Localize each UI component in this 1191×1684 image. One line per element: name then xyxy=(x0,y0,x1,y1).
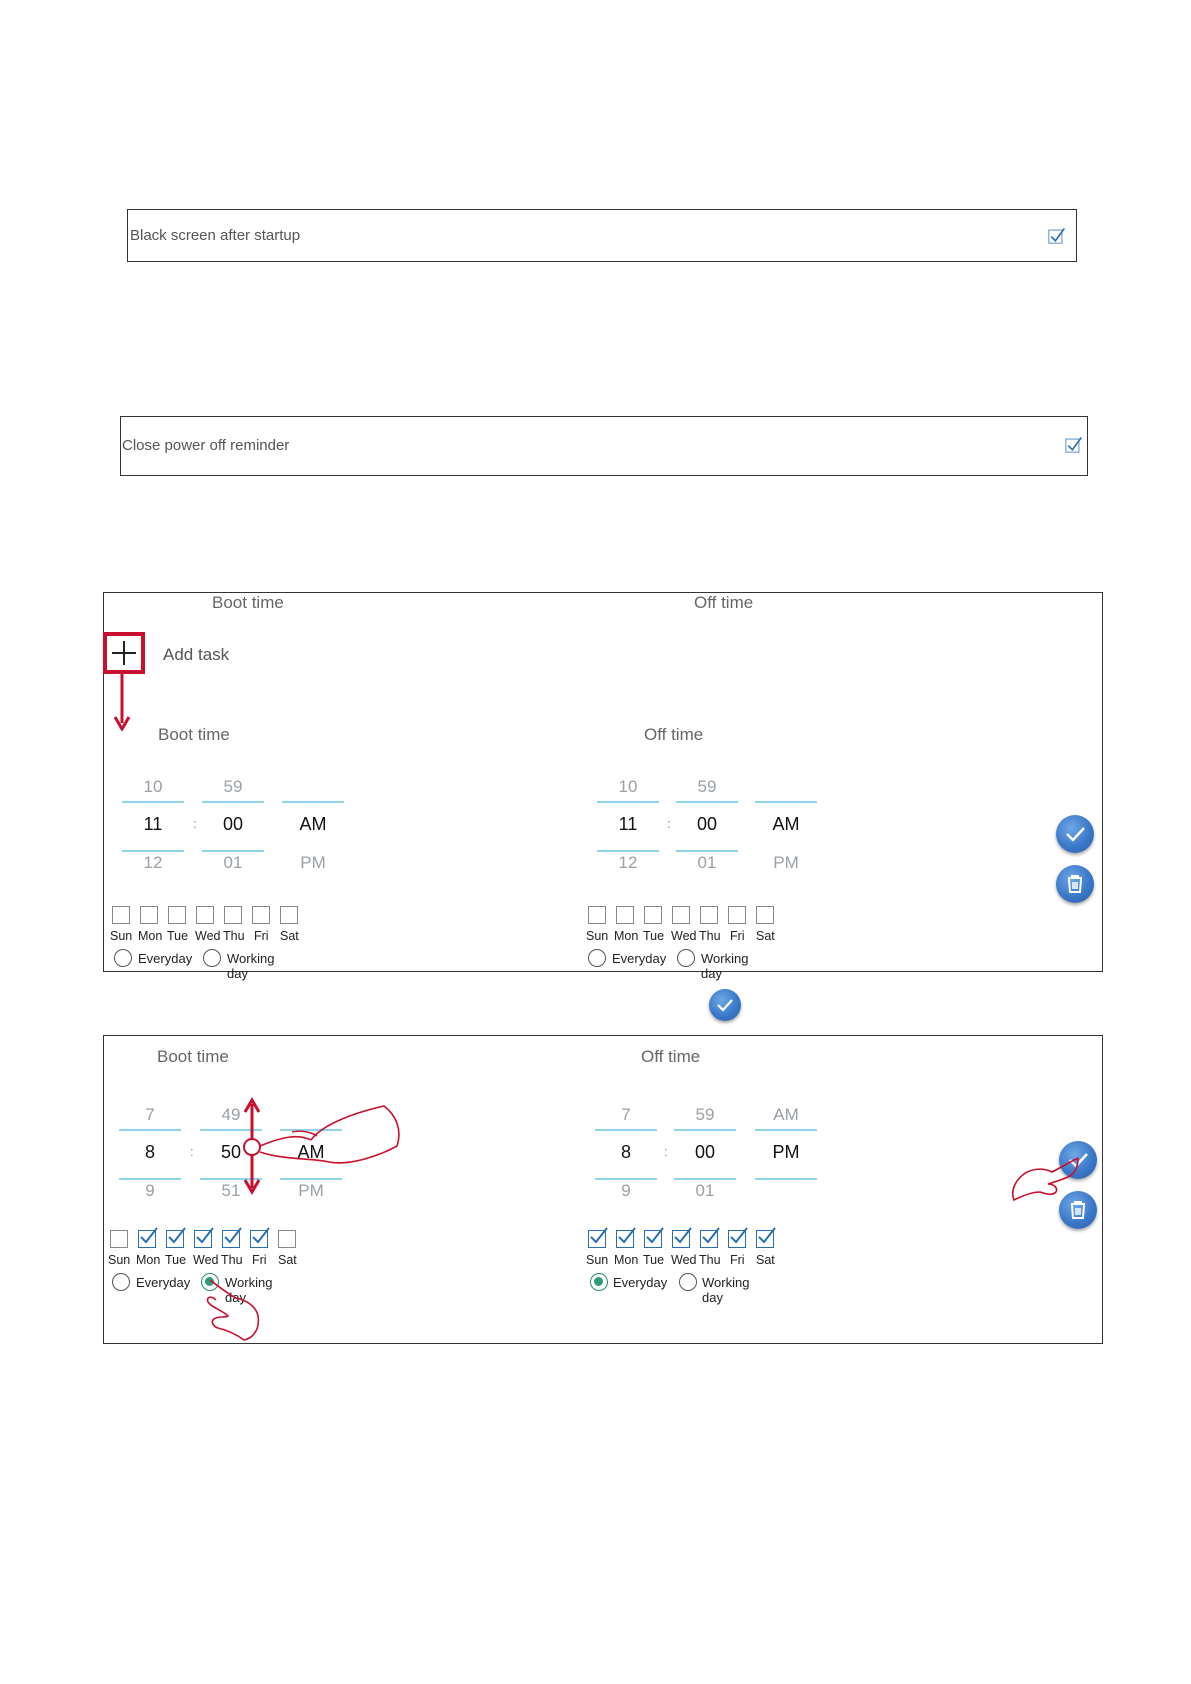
boot-ampm-wheel[interactable] xyxy=(282,773,344,883)
picker-value: 01 xyxy=(697,853,717,872)
picker-selected-value: 00 xyxy=(694,1142,716,1162)
divider xyxy=(674,1129,736,1131)
day-label: Fri xyxy=(730,1253,745,1267)
divider xyxy=(202,801,264,803)
black-screen-label: Black screen after startup xyxy=(130,227,301,244)
divider xyxy=(597,850,659,852)
everyday-radio[interactable] xyxy=(114,949,132,967)
time-separator: : xyxy=(667,816,671,831)
day-checkbox-sun[interactable] xyxy=(588,906,606,924)
divider xyxy=(202,850,264,852)
boot-hour-wheel[interactable] xyxy=(122,773,184,883)
day-checkbox-sun[interactable] xyxy=(112,906,130,924)
day-checkbox-mon[interactable] xyxy=(616,1230,634,1248)
picker-value: 12 xyxy=(618,853,638,872)
day-label: Mon xyxy=(138,929,163,943)
check-icon xyxy=(166,1225,188,1247)
divider xyxy=(674,1178,736,1180)
confirm-button[interactable] xyxy=(1056,815,1094,853)
day-checkbox-fri[interactable] xyxy=(728,1230,746,1248)
day-checkbox-tue[interactable] xyxy=(166,1230,184,1248)
confirm-button-illustration xyxy=(709,989,741,1021)
day-label: Sat xyxy=(756,1253,775,1267)
day-checkbox-sat[interactable] xyxy=(278,1230,296,1248)
picker-value: 51 xyxy=(221,1181,241,1200)
day-checkbox-wed[interactable] xyxy=(194,1230,212,1248)
working-day-label: Working day xyxy=(225,1275,273,1305)
everyday-radio[interactable] xyxy=(588,949,606,967)
day-label: Thu xyxy=(223,929,245,943)
check-icon xyxy=(756,1225,778,1247)
picker-value: PM xyxy=(300,853,326,872)
check-icon xyxy=(616,1225,638,1247)
check-icon xyxy=(138,1225,160,1247)
working-day-label: Working day xyxy=(701,951,749,981)
picker-selected-value: 00 xyxy=(696,814,718,834)
day-label: Thu xyxy=(699,929,721,943)
day-checkbox-mon[interactable] xyxy=(138,1230,156,1248)
close-reminder-label: Close power off reminder xyxy=(122,437,290,454)
divider xyxy=(595,1129,657,1131)
divider xyxy=(122,801,184,803)
boot-time-header: Boot time xyxy=(212,593,284,612)
day-label: Wed xyxy=(193,1253,219,1267)
picker-selected-value: AM xyxy=(299,814,327,834)
check-icon xyxy=(250,1225,272,1247)
day-label: Sat xyxy=(278,1253,297,1267)
off-minute-wheel[interactable] xyxy=(676,773,738,883)
check-icon xyxy=(672,1225,694,1247)
picker-value: AM xyxy=(773,1105,799,1124)
day-checkbox-tue[interactable] xyxy=(168,906,186,924)
trash-icon xyxy=(1056,865,1094,903)
day-label: Tue xyxy=(165,1253,187,1267)
day-checkbox-sat[interactable] xyxy=(756,1230,774,1248)
day-checkbox-fri[interactable] xyxy=(250,1230,268,1248)
time-separator: : xyxy=(190,1144,194,1159)
day-checkbox-thu[interactable] xyxy=(222,1230,240,1248)
divider xyxy=(597,801,659,803)
everyday-label: Everyday xyxy=(136,1275,191,1290)
picker-value: 49 xyxy=(221,1105,241,1124)
divider xyxy=(119,1129,181,1131)
off-minute-wheel[interactable] xyxy=(674,1101,736,1211)
black-screen-checkbox[interactable] xyxy=(1048,226,1066,244)
day-label: Mon xyxy=(614,929,639,943)
off-time-title: Off time xyxy=(641,1047,701,1066)
boot-hour-wheel[interactable] xyxy=(119,1101,181,1211)
boot-time-title: Boot time xyxy=(158,725,230,744)
day-checkbox-sat[interactable] xyxy=(280,906,298,924)
check-icon xyxy=(588,1225,610,1247)
day-checkbox-thu[interactable] xyxy=(224,906,242,924)
day-label: Sun xyxy=(586,929,609,943)
black-screen-setting-row[interactable] xyxy=(127,209,1077,262)
close-reminder-setting-row[interactable] xyxy=(120,416,1088,476)
picker-value: 7 xyxy=(145,1105,155,1124)
everyday-label: Everyday xyxy=(138,951,193,966)
day-label: Wed xyxy=(671,1253,697,1267)
day-checkbox-mon[interactable] xyxy=(616,906,634,924)
off-time-header: Off time xyxy=(694,593,754,612)
picker-value: 59 xyxy=(697,777,717,796)
picker-value: PM xyxy=(298,1181,324,1200)
day-checkbox-wed[interactable] xyxy=(672,906,690,924)
swipe-gesture-annotation-icon xyxy=(229,1096,454,1226)
day-label: Wed xyxy=(195,929,221,943)
everyday-radio[interactable] xyxy=(590,1273,608,1291)
picker-selected-value: 11 xyxy=(618,814,638,834)
picker-value: 10 xyxy=(618,777,638,796)
day-checkbox-tue[interactable] xyxy=(644,1230,662,1248)
picker-value: 59 xyxy=(695,1105,715,1124)
day-label: Tue xyxy=(643,1253,665,1267)
day-label: Thu xyxy=(221,1253,243,1267)
close-reminder-checkbox[interactable] xyxy=(1065,435,1083,453)
divider xyxy=(282,801,344,803)
picker-selected-value: AM xyxy=(772,814,800,834)
working-day-label: Working day xyxy=(702,1275,750,1305)
hand-pointer-icon xyxy=(198,1274,268,1344)
divider xyxy=(755,1178,817,1180)
day-label: Fri xyxy=(254,929,269,943)
day-label: Fri xyxy=(730,929,745,943)
off-ampm-wheel[interactable] xyxy=(755,1101,817,1211)
day-label: Sat xyxy=(280,929,299,943)
picker-value: 59 xyxy=(223,777,243,796)
everyday-radio[interactable] xyxy=(112,1273,130,1291)
day-label: Sun xyxy=(110,929,133,943)
check-icon xyxy=(1056,815,1094,853)
picker-value: 01 xyxy=(223,853,243,872)
time-separator: : xyxy=(664,1144,668,1159)
check-icon xyxy=(728,1225,750,1247)
picker-selected-value: 8 xyxy=(144,1142,155,1162)
annotation-down-arrow-icon xyxy=(112,673,132,731)
day-checkbox-sat[interactable] xyxy=(756,906,774,924)
picker-selected-value: 8 xyxy=(620,1142,631,1162)
day-label: Sat xyxy=(756,929,775,943)
divider xyxy=(755,1129,817,1131)
picker-value: 12 xyxy=(143,853,163,872)
everyday-label: Everyday xyxy=(612,951,667,966)
delete-button[interactable] xyxy=(1056,865,1094,903)
day-label: Sun xyxy=(108,1253,131,1267)
day-checkbox-wed[interactable] xyxy=(672,1230,690,1248)
picker-selected-value: AM xyxy=(297,1142,325,1162)
working-day-radio[interactable] xyxy=(677,949,695,967)
schedule-panel-add-task xyxy=(103,592,1103,981)
working-day-radio[interactable] xyxy=(203,949,221,967)
day-checkbox-mon[interactable] xyxy=(140,906,158,924)
day-checkbox-fri[interactable] xyxy=(728,906,746,924)
divider xyxy=(595,1178,657,1180)
everyday-label: Everyday xyxy=(613,1275,668,1290)
day-label: Wed xyxy=(671,929,697,943)
divider xyxy=(122,850,184,852)
day-label: Fri xyxy=(252,1253,267,1267)
picker-selected-value: 00 xyxy=(222,814,244,834)
divider xyxy=(119,1178,181,1180)
check-icon xyxy=(194,1225,216,1247)
off-hour-wheel[interactable] xyxy=(597,773,659,883)
day-checkbox-thu[interactable] xyxy=(700,906,718,924)
plus-icon xyxy=(107,636,141,670)
day-label: Sun xyxy=(586,1253,609,1267)
picker-value: 01 xyxy=(695,1181,715,1200)
schedule-panel-edit-task xyxy=(103,1035,1103,1344)
divider xyxy=(676,801,738,803)
divider xyxy=(676,850,738,852)
day-checkbox-sun[interactable] xyxy=(110,1230,128,1248)
picker-value: 9 xyxy=(621,1181,631,1200)
hand-pointer-icon xyxy=(1004,1146,1084,1216)
picker-value: 10 xyxy=(143,777,163,796)
picker-selected-value: 50 xyxy=(220,1142,242,1162)
check-icon xyxy=(222,1225,244,1247)
day-checkbox-tue[interactable] xyxy=(644,906,662,924)
picker-selected-value: 11 xyxy=(143,814,163,834)
day-label: Tue xyxy=(643,929,665,943)
working-day-label: Working day xyxy=(227,951,275,981)
picker-value: 7 xyxy=(621,1105,631,1124)
picker-selected-value: PM xyxy=(772,1142,800,1162)
time-separator: : xyxy=(193,816,197,831)
picker-value: 9 xyxy=(145,1181,155,1200)
check-icon xyxy=(644,1225,666,1247)
day-checkbox-sun[interactable] xyxy=(588,1230,606,1248)
day-checkbox-thu[interactable] xyxy=(700,1230,718,1248)
check-icon xyxy=(709,989,741,1021)
boot-minute-wheel[interactable] xyxy=(202,773,264,883)
off-ampm-wheel[interactable] xyxy=(755,773,817,883)
day-checkbox-wed[interactable] xyxy=(196,906,214,924)
day-label: Mon xyxy=(614,1253,639,1267)
off-hour-wheel[interactable] xyxy=(595,1101,657,1211)
working-day-radio[interactable] xyxy=(679,1273,697,1291)
day-checkbox-fri[interactable] xyxy=(252,906,270,924)
check-icon xyxy=(700,1225,722,1247)
day-label: Tue xyxy=(167,929,189,943)
boot-time-title: Boot time xyxy=(157,1047,229,1066)
picker-value: PM xyxy=(773,853,799,872)
off-time-title: Off time xyxy=(644,725,704,744)
add-task-button[interactable] xyxy=(103,632,145,674)
day-label: Thu xyxy=(699,1253,721,1267)
divider xyxy=(755,801,817,803)
day-label: Mon xyxy=(136,1253,161,1267)
add-task-label: Add task xyxy=(163,645,230,664)
